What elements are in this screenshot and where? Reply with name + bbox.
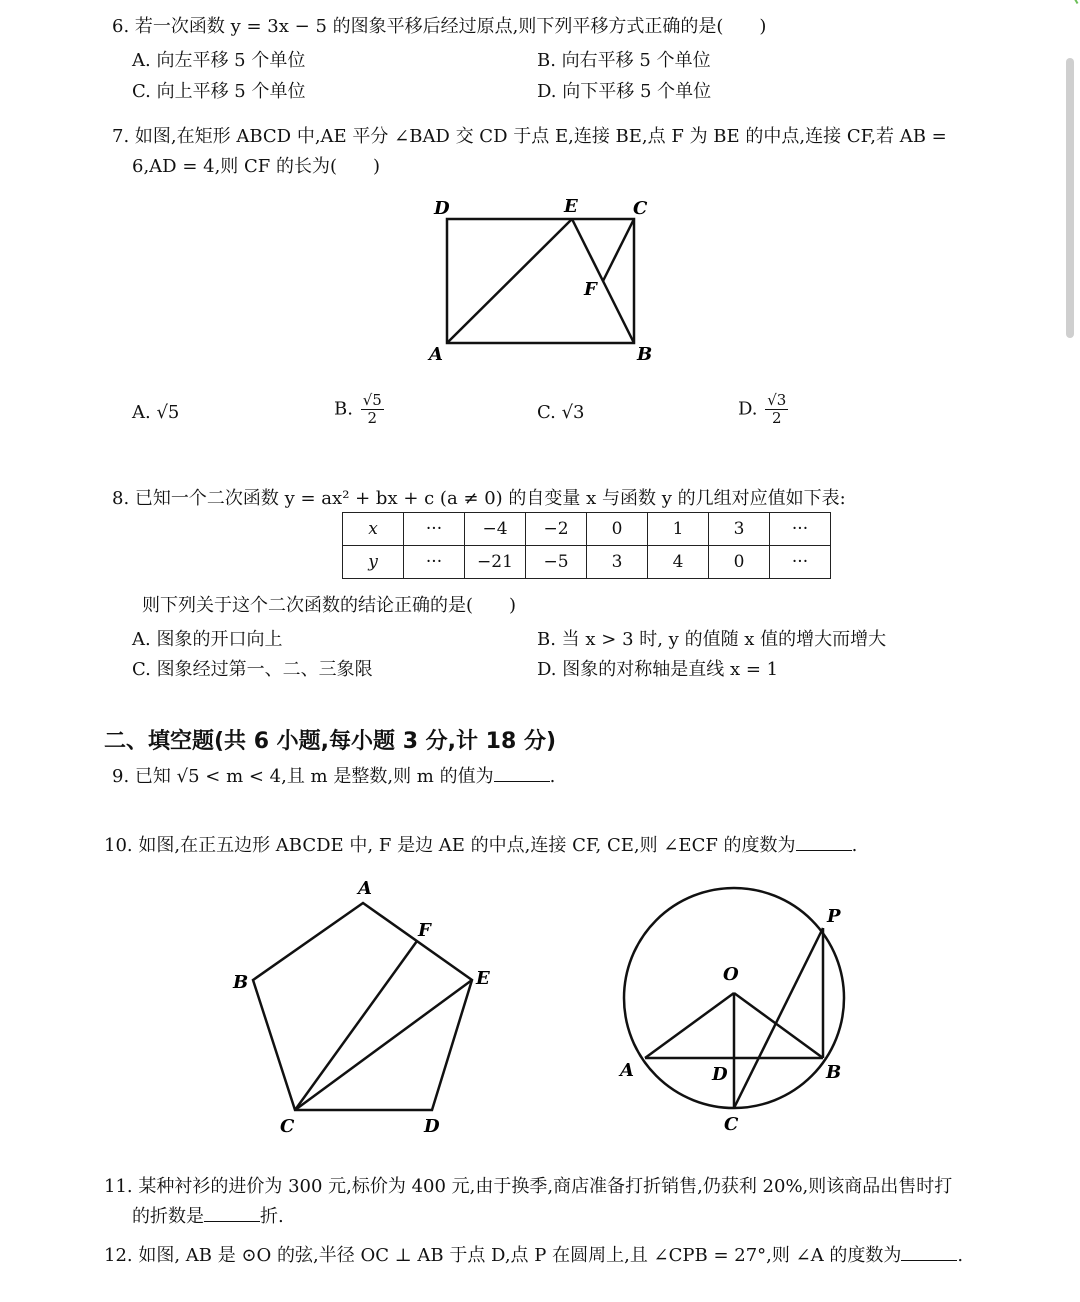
label-c: C (724, 1114, 739, 1135)
q11-line2-prefix: 的折数是 (132, 1206, 204, 1227)
segment-ce (295, 980, 472, 1110)
table-cell: −21 (465, 546, 526, 579)
q9-text: 9. 已知 √5 < m < 4,且 m 是整数,则 m 的值为 (112, 766, 494, 787)
q12-circle-figure (610, 870, 860, 1140)
q8-option-d: D. 图象的对称轴是直线 x = 1 (537, 659, 779, 680)
label-p: P (827, 906, 841, 927)
q6-option-a: A. 向左平移 5 个单位 (132, 50, 306, 71)
label-d: D (424, 1116, 440, 1137)
label-b: B (637, 344, 653, 365)
label-c: C (280, 1116, 295, 1137)
q7-option-b-den: 2 (367, 409, 378, 427)
table-cell: ··· (404, 546, 465, 579)
segment-cf (295, 941, 417, 1110)
q10-text: 10. 如图,在正五边形 ABCDE 中, F 是边 AE 的中点,连接 CF, CE,则 ∠ECF 的度数为 (104, 835, 796, 856)
q7-option-d (738, 392, 790, 427)
q10-line (104, 831, 857, 857)
q7-option-d-prefix: D. (738, 398, 758, 420)
scrollbar-thumb[interactable] (1066, 58, 1074, 338)
segment-oa (645, 993, 734, 1058)
segment-ob (734, 993, 823, 1058)
q10-end: . (851, 835, 858, 856)
label-a: A (620, 1060, 634, 1081)
q7-option-d-num: √3 (767, 391, 787, 409)
q8-prompt: 则下列关于这个二次函数的结论正确的是( ) (142, 595, 517, 616)
q8-option-a: A. 图象的开口向上 (132, 629, 283, 650)
table-row-y (343, 546, 831, 579)
q9-end: . (549, 766, 556, 787)
table-cell: 4 (648, 546, 709, 579)
label-f: F (418, 920, 431, 941)
q12-end: . (957, 1245, 964, 1266)
q8-stem: 8. 已知一个二次函数 y = ax² + bx + c (a ≠ 0) 的自变量 x 与函数 y 的几组对应值如下表: (112, 488, 846, 509)
q6-stem: 6. 若一次函数 y = 3x − 5 的图象平移后经过原点,则下列平移方式正确的是( ) (112, 16, 767, 37)
table-cell: 0 (709, 546, 770, 579)
q7-option-b-prefix: B. (334, 398, 353, 420)
q9-line (112, 762, 555, 788)
label-d: D (712, 1064, 728, 1085)
table-cell: ··· (770, 546, 831, 579)
table-cell: y (343, 546, 404, 579)
label-b: B (826, 1062, 842, 1083)
q6-option-b: B. 向右平移 5 个单位 (537, 50, 711, 71)
q8-option-b: B. 当 x > 3 时, y 的值随 x 值的增大而增大 (537, 629, 887, 650)
segment-cf (603, 219, 634, 281)
q9-answer-blank[interactable] (494, 767, 550, 782)
q12-text: 12. 如图, AB 是 ⊙O 的弦,半径 OC ⊥ AB 于点 D,点 P 在圆周上,且 ∠CPB = 27°,则 ∠A 的度数为 (104, 1245, 902, 1266)
segment-ae (447, 219, 572, 343)
q7-option-d-den: 2 (772, 409, 782, 427)
table-cell: ··· (404, 513, 465, 546)
q10-pentagon-figure (220, 870, 520, 1140)
label-f: F (584, 279, 597, 300)
q7-option-a: A. √5 (132, 402, 180, 423)
q11-line2 (132, 1202, 284, 1228)
label-o: O (723, 964, 739, 985)
table-cell: 3 (587, 546, 648, 579)
table-cell: 0 (587, 513, 648, 546)
table-cell: −4 (465, 513, 526, 546)
table-cell: 1 (648, 513, 709, 546)
q12-line (104, 1241, 963, 1267)
label-a: A (429, 344, 443, 365)
label-a: A (358, 878, 372, 899)
pentagon-abcde (253, 903, 472, 1110)
q7-option-b (334, 392, 386, 427)
table-cell: −5 (526, 546, 587, 579)
q7-stem-line1: 7. 如图,在矩形 ABCD 中,AE 平分 ∠BAD 交 CD 于点 E,连接 BE,点 F 为 BE 的中点,连接 CF,若 AB = (112, 126, 947, 147)
table-cell: −2 (526, 513, 587, 546)
label-e: E (476, 968, 490, 989)
q6-option-c: C. 向上平移 5 个单位 (132, 81, 306, 102)
label-d: D (434, 198, 450, 219)
q11-line1: 11. 某种衬衫的进价为 300 元,标价为 400 元,由于换季,商店准备打折销售,仍获利 20%,则该商品出售时打 (104, 1176, 953, 1197)
q7-rectangle-figure (420, 192, 670, 372)
table-cell: 3 (709, 513, 770, 546)
q6-option-d: D. 向下平移 5 个单位 (537, 81, 712, 102)
rectangle-abcd (447, 219, 634, 343)
section-heading: 二、填空题(共 6 小题,每小题 3 分,计 18 分) (104, 729, 557, 754)
q7-option-b-fraction (361, 392, 384, 427)
q7-option-c: C. √3 (537, 402, 585, 423)
q11-line2-suffix: 折. (260, 1206, 284, 1227)
q7-option-d-fraction (765, 392, 788, 427)
label-c: C (633, 198, 648, 219)
table-row-x (343, 513, 831, 546)
q7-stem-line2: 6,AD = 4,则 CF 的长为( ) (132, 156, 381, 177)
segment-pc (734, 928, 823, 1108)
label-b: B (233, 972, 249, 993)
label-e: E (564, 196, 578, 217)
q8-value-table (342, 512, 831, 579)
q10-answer-blank[interactable] (796, 836, 852, 851)
table-cell: ··· (770, 513, 831, 546)
q7-option-b-num: √5 (362, 391, 382, 409)
q12-answer-blank[interactable] (901, 1246, 957, 1261)
table-cell: x (343, 513, 404, 546)
q8-option-c: C. 图象经过第一、二、三象限 (132, 659, 373, 680)
q11-answer-blank[interactable] (204, 1207, 260, 1222)
